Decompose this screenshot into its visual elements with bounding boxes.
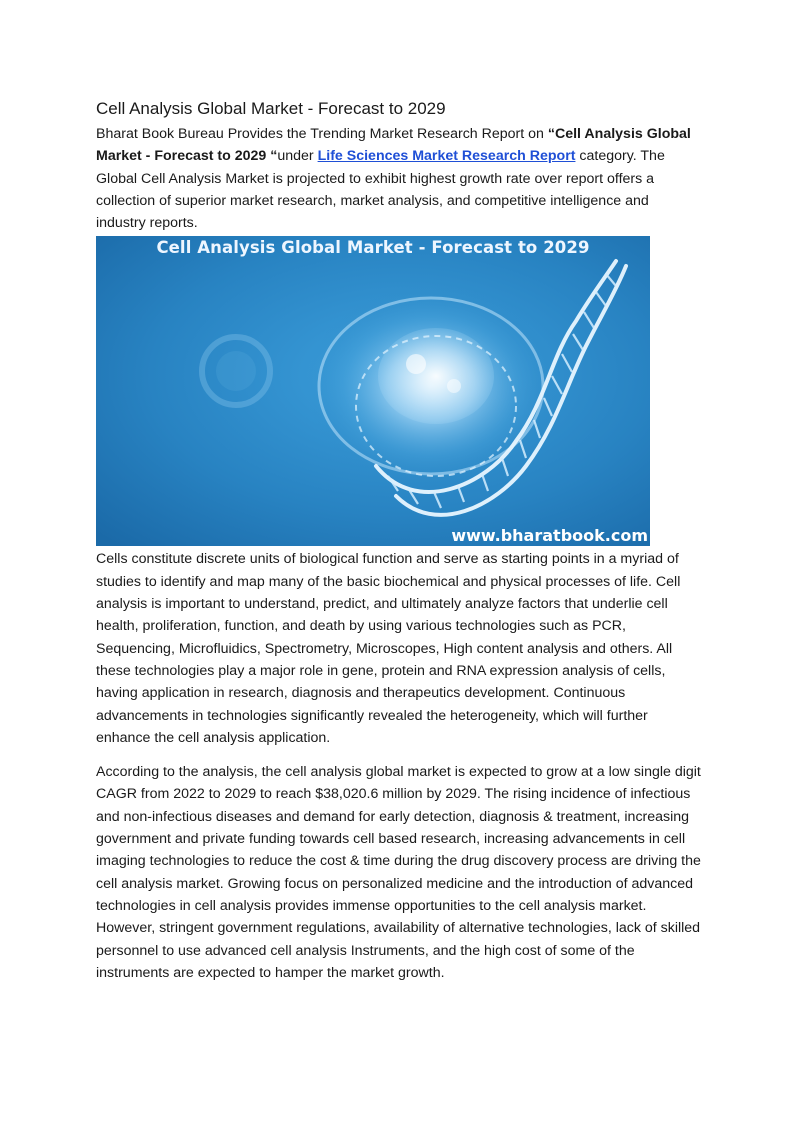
intro-text-3: category. The Global Cell Analysis Market is projected to exhibit highest growth rate over report offers a collection of superior market research, market analysis, and competitive intelligence and industry reports.	[96, 148, 665, 232]
category-link[interactable]: Life Sciences Market Research Report	[317, 148, 576, 165]
intro-paragraph	[96, 123, 702, 234]
hero-image	[96, 236, 650, 546]
body-paragraph-2: According to the analysis, the cell analysis global market is expected to grow at a low single digit CAGR from 2022 to 2029 to reach $38,020.6 million by 2029. The rising incidence of infectious and non-infectious diseases and demand for early detection, diagnosis & treatment, increasing government and private funding towards cell based research, increasing advancements in cell imaging technologies to reduce the cost & time during the drug discovery process are driving the cell analysis market. Growing focus on personalized medicine and the introduction of advanced technologies in cell analysis provides immense opportunities to the cell analysis market. However, stringent government regulations, availability of alternative technologies, lack of skilled personnel to use advanced cell analysis Instruments, and the high cost of some of the instruments are expected to hamper the market growth.	[96, 764, 701, 981]
body-paragraph-1: Cells constitute discrete units of biological function and serve as starting points in a myriad of studies to identify and map many of the basic biochemical and physical processes of life. Cell analysis is important to understand, predict, and ultimately analyze factors that underlie cell health, proliferation, function, and death by using various technologies such as PCR, Sequencing, Microfluidics, Spectrometry, Microscopes, High content analysis and others. All these technologies play a major role in gene, protein and RNA expression analysis of cells, having application in research, diagnosis and therapeutics development. Continuous advancements in technologies significantly revealed the heterogeneity, which will further enhance the cell analysis application.	[96, 551, 681, 746]
page-title: Cell Analysis Global Market - Forecast to 2029	[96, 99, 446, 118]
cell-dna-illustration	[96, 236, 650, 546]
document-body	[96, 98, 702, 984]
intro-text-1: Bharat Book Bureau Provides the Trending Market Research Report on	[96, 126, 548, 142]
intro-text-2: under	[277, 148, 318, 165]
image-watermark-url: www.bharatbook.com	[451, 526, 648, 546]
image-title: Cell Analysis Global Market - Forecast to 2029	[156, 238, 590, 258]
report-title-bold: “Cell Analysis Global Market - Forecast to 2029 “	[96, 126, 691, 165]
